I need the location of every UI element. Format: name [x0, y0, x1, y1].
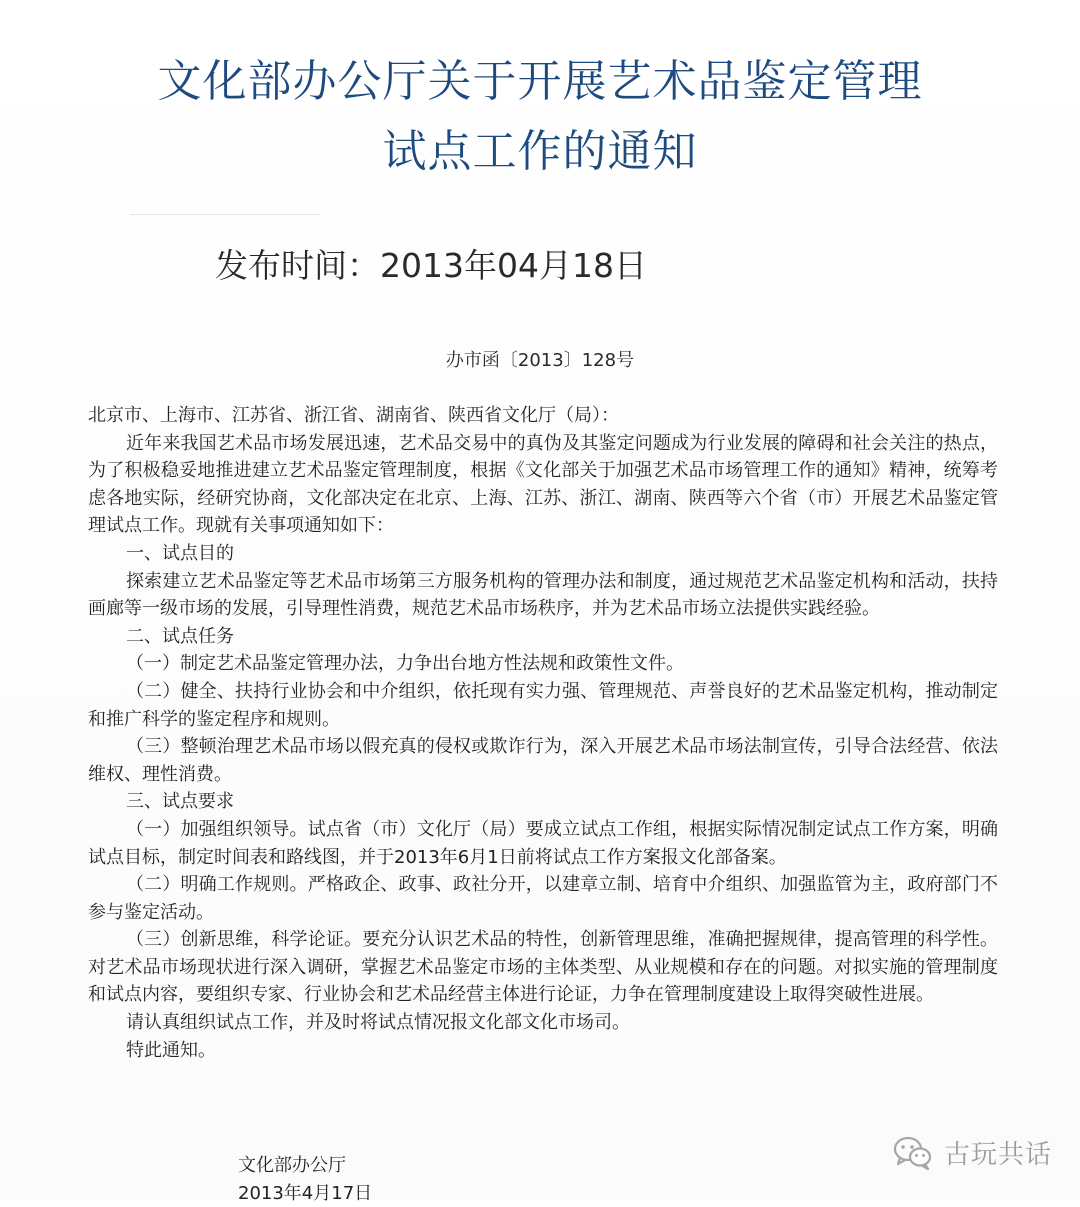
signature-date: 2013年4月17日 [238, 1182, 373, 1204]
closing-request: 请认真组织试点工作，并及时将试点情况报文化部文化市场司。 [126, 1012, 630, 1034]
section-3-item-2: （二）明确工作规则。严格政企、政事、政社分开，以建章立制、培育中介组织、加强监管为主，政府部门不参与鉴定活动。 [88, 874, 998, 923]
intro-paragraph: 近年来我国艺术品市场发展迅速，艺术品交易中的真伪及其鉴定问题成为行业发展的障碍和社会关注的热点，为了积极稳妥地推进建立艺术品鉴定管理制度，根据《文化部关于加强艺术品市场管理工作的通知》精神，统筹考虑各地实际，经研究协商，文化部决定在北京、上海、江苏、浙江、湖南、陕西等六个省（市）开展艺术品鉴定管理试点工作。现就有关事项通知如下： [88, 432, 998, 537]
signature-block [238, 1152, 372, 1207]
section-1-heading: 一、试点目的 [126, 542, 234, 564]
section-1-paragraph: 探索建立艺术品鉴定等艺术品市场第三方服务机构的管理办法和制度，通过规范艺术品鉴定机构和活动，扶持画廊等一级市场的发展，引导理性消费，规范艺术品市场秩序，并为艺术品市场立法提供实践经验。 [88, 570, 998, 620]
document-title-line-1: 文化部办公厅关于开展艺术品鉴定管理 [157, 56, 923, 107]
closing-notice: 特此通知。 [126, 1039, 216, 1061]
section-3-item-3: （三）创新思维，科学论证。要充分认识艺术品的特性，创新管理思维，准确把握规律，提高管理的科学性。对艺术品市场现状进行深入调研，掌握艺术品鉴定市场的主体类型、从业规模和存在的问题。对拟实施的管理制度和试点内容，要组织专家、行业协会和艺术品经营主体进行论证，力争在管理制度建设上取得突破性进展。 [88, 929, 998, 1006]
faint-divider [130, 214, 320, 215]
document-number: 办市函〔2013〕128号 [445, 350, 635, 371]
document-title-line-2: 试点工作的通知 [382, 126, 698, 177]
document-body [88, 402, 998, 1064]
wechat-icon [892, 1135, 934, 1171]
section-2-item-2: （二）健全、扶持行业协会和中介组织，依托现有实力强、管理规范、声誉良好的艺术品鉴定机构，推动制定和推广科学的鉴定程序和规则。 [88, 680, 998, 730]
section-2-item-1: （一）制定艺术品鉴定管理办法，力争出台地方性法规和政策性文件。 [126, 653, 684, 675]
addressee: 北京市、上海市、江苏省、浙江省、湖南省、陕西省文化厅（局）： [88, 405, 619, 426]
section-2-heading: 二、试点任务 [126, 625, 234, 647]
section-3-item-1: （一）加强组织领导。试点省（市）文化厅（局）要成立试点工作组，根据实际情况制定试点工作方案，明确试点目标，制定时间表和路线图，并于2013年6月1日前将试点工作方案报文化部备案。 [88, 818, 998, 868]
section-2-item-3: （三）整顿治理艺术品市场以假充真的侵权或欺诈行为，深入开展艺术品市场法制宣传，引导合法经营、依法维权、理性消费。 [88, 736, 998, 785]
watermark [892, 1134, 1052, 1171]
section-3-heading: 三、试点要求 [126, 791, 234, 813]
watermark-text: 古玩共话 [944, 1140, 1053, 1170]
signature-org: 文化部办公厅 [238, 1155, 346, 1176]
publish-time: 发布时间：2013年04月18日 [215, 246, 647, 285]
